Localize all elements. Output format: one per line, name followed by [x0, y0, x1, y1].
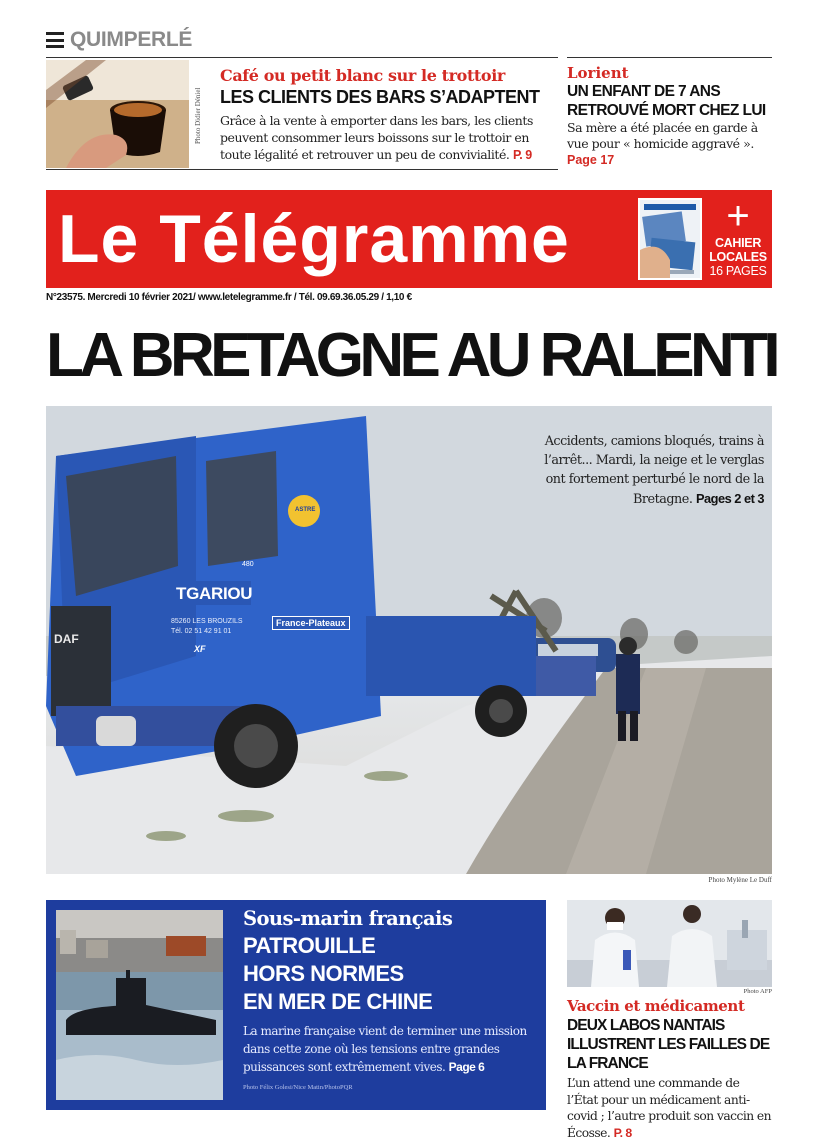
story-kicker: Sous-marin français	[243, 907, 453, 930]
laboratory-photo	[567, 900, 772, 987]
truck-model: XF	[194, 644, 206, 654]
story-headline[interactable]: HORS NORMES	[243, 961, 404, 986]
page-ref[interactable]: P. 9	[512, 148, 532, 162]
edition-name: QUIMPERLÉ	[70, 28, 193, 51]
masthead	[46, 190, 772, 288]
vaccine-story[interactable]	[567, 900, 772, 1141]
newspaper-title[interactable]: Le Télégramme	[58, 201, 570, 277]
photo-credit: Photo Mylène Le Duff	[708, 876, 772, 884]
teaser-kicker: Lorient	[567, 64, 629, 82]
teaser-headline[interactable]: LES CLIENTS DES BARS S’ADAPTENT	[220, 87, 540, 107]
menu-icon[interactable]	[46, 32, 64, 48]
truck-phone: Tél. 02 51 42 91 01	[171, 628, 232, 635]
teaser-body: Sa mère a été placée en garde à vue pour « homicide aggravé ».	[567, 120, 758, 151]
supplement-label: LOCALES	[709, 250, 767, 264]
truck-address: 85260 LES BROUZILS	[171, 618, 243, 625]
teaser-bars[interactable]	[46, 57, 558, 170]
page-ref[interactable]: Page 17	[567, 153, 615, 167]
supplement-promo[interactable]	[708, 196, 768, 278]
story-body: La marine française vient de terminer une mission dans cette zone où les tensions entre grandes puissances sont extrêmement vives. Page 6	[243, 1024, 527, 1074]
story-headline[interactable]: PATROUILLE	[243, 933, 376, 958]
main-photo-caption: Accidents, camions bloqués, trains à l’arrêt... Mardi, la neige et le verglas ont fortement perturbé le nord de la Bretagne. Pages 2 et 3	[544, 434, 764, 507]
photo-credit: Photo Félix Golesi/Nice Matin/PhotoPQR	[243, 1084, 353, 1091]
story-headline[interactable]: Vaccin et médicament DEUX LABOS NANTAIS ILLUSTRENT LES FAILLES DE LA FRANCE	[567, 997, 770, 1072]
supplement-page-count: 16 PAGES	[709, 264, 767, 278]
page-ref[interactable]: Pages 2 et 3	[696, 491, 764, 506]
supplement-label: CAHIER	[714, 236, 762, 250]
submarine-story-box[interactable]	[46, 900, 546, 1110]
teaser-headline[interactable]: UN ENFANT DE 7 ANS RETROUVÉ MORT CHEZ LUI	[567, 83, 766, 119]
photo-credit: Photo Didier Déniel	[194, 87, 202, 145]
page-ref[interactable]: Page 6	[448, 1060, 485, 1074]
page-ref[interactable]: P. 8	[613, 1125, 632, 1140]
submarine-photo	[56, 910, 223, 1100]
story-headline[interactable]: EN MER DE CHINE	[243, 989, 433, 1014]
truck-company-name: TGARIOU	[176, 584, 253, 603]
supplement-cover-thumbnail[interactable]	[638, 198, 702, 280]
main-photo-truck-in-snow[interactable]	[46, 406, 772, 874]
truck-astre-logo: ASTRE	[295, 507, 316, 513]
plus-icon: +	[726, 194, 750, 238]
main-headline[interactable]: LA BRETAGNE AU RALENTI	[46, 321, 777, 390]
story-body: L’un attend une commande de l’État pour un médicament anti-covid ; l’autre produit son vaccin en Écosse. P. 8	[567, 1076, 772, 1140]
issue-info: N°23575. Mercredi 10 février 2021/ www.letelegramme.fr / Tél. 09.69.36.05.29 / 1,10 €	[46, 292, 412, 303]
truck-cab-number: 480	[242, 561, 254, 568]
coffee-cup-photo	[46, 60, 189, 168]
teaser-lorient[interactable]	[567, 57, 772, 168]
photo-credit: Photo AFP	[743, 988, 772, 995]
truck-brand: DAF	[54, 632, 79, 646]
teaser-kicker: Café ou petit blanc sur le trottoir	[220, 66, 505, 85]
edition-bar	[46, 27, 192, 53]
teaser-body: Grâce à la vente à emporter dans les bars, les clients peuvent consommer leurs boissons sur le trottoir en toute légalité et retrouver un peu de convivialité. P. 9	[220, 113, 533, 162]
story-kicker: Vaccin et médicament	[567, 997, 745, 1015]
truck-plate-logo: France-Plateaux	[272, 616, 350, 630]
